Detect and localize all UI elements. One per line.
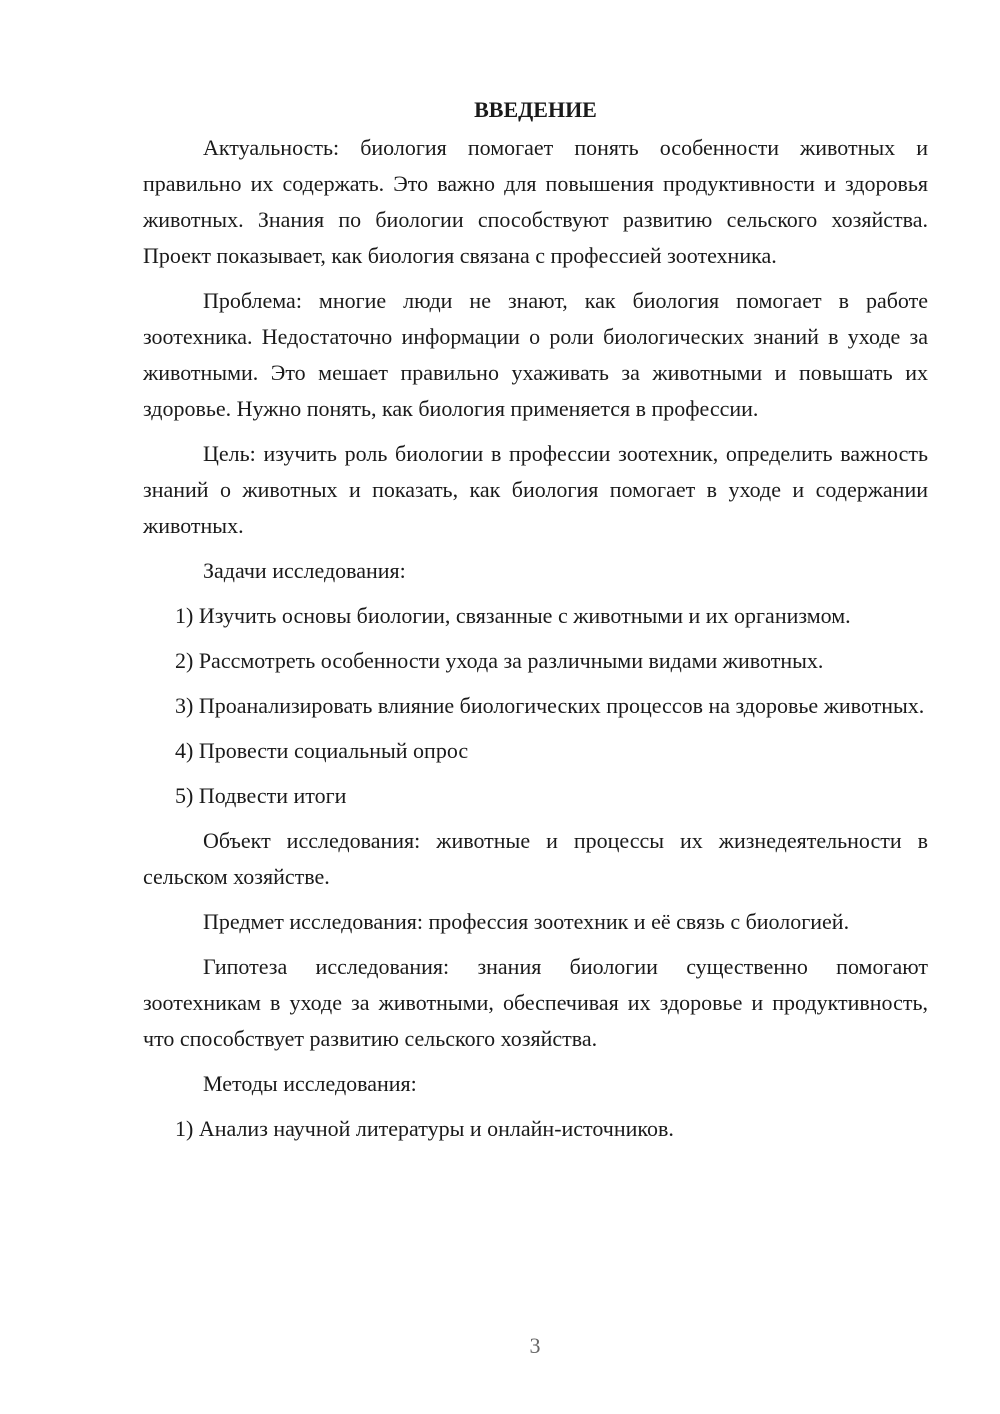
task-item: 4) Провести социальный опрос — [175, 738, 469, 763]
task-item: 5) Подвести итоги — [175, 783, 347, 808]
task-item: 2) Рассмотреть особенности ухода за различными видами животных. — [175, 648, 824, 673]
section-heading: ВВЕДЕНИЕ — [474, 97, 597, 122]
hypothesis-paragraph: Гипотеза исследования: знания биологии существенно помогают зоотехникам в уходе за животными, обеспечивая их здоровье и продуктивность, что способствует развитию сельского хозяйства. — [143, 954, 928, 1051]
subject-paragraph: Предмет исследования: профессия зоотехник и её связь с биологией. — [203, 909, 850, 934]
page-number: 3 — [529, 1333, 541, 1358]
relevance-paragraph: Актуальность: биология помогает понять особенности животных и правильно их содержать. Это важно для повышения продуктивности и здоровья животных. Знания по биологии способствуют развитию сельского хозяйства. Проект показывает, как биология связана с профессией зоотехника. — [143, 135, 928, 268]
goal-paragraph: Цель: изучить роль биологии в профессии зоотехник, определить важность знаний о животных и показать, как биология помогает в уходе и содержании животных. — [143, 441, 928, 538]
object-paragraph: Объект исследования: животные и процессы их жизнедеятельности в сельском хозяйстве. — [143, 828, 928, 889]
tasks-title: Задачи исследования: — [203, 558, 406, 583]
task-item: 3) Проанализировать влияние биологических процессов на здоровье животных. — [175, 693, 925, 718]
page-content — [143, 92, 928, 1156]
problem-paragraph: Проблема: многие люди не знают, как биология помогает в работе зоотехника. Недостаточно информации о роли биологических знаний в уходе за животными. Это мешает правильно ухаживать за животными и повышать их здоровье. Нужно понять, как биология применяется в профессии. — [143, 288, 928, 421]
task-item: 1) Изучить основы биологии, связанные с животными и их организмом. — [175, 603, 851, 628]
method-item: 1) Анализ научной литературы и онлайн-источников. — [175, 1116, 674, 1141]
methods-title: Методы исследования: — [203, 1071, 417, 1096]
